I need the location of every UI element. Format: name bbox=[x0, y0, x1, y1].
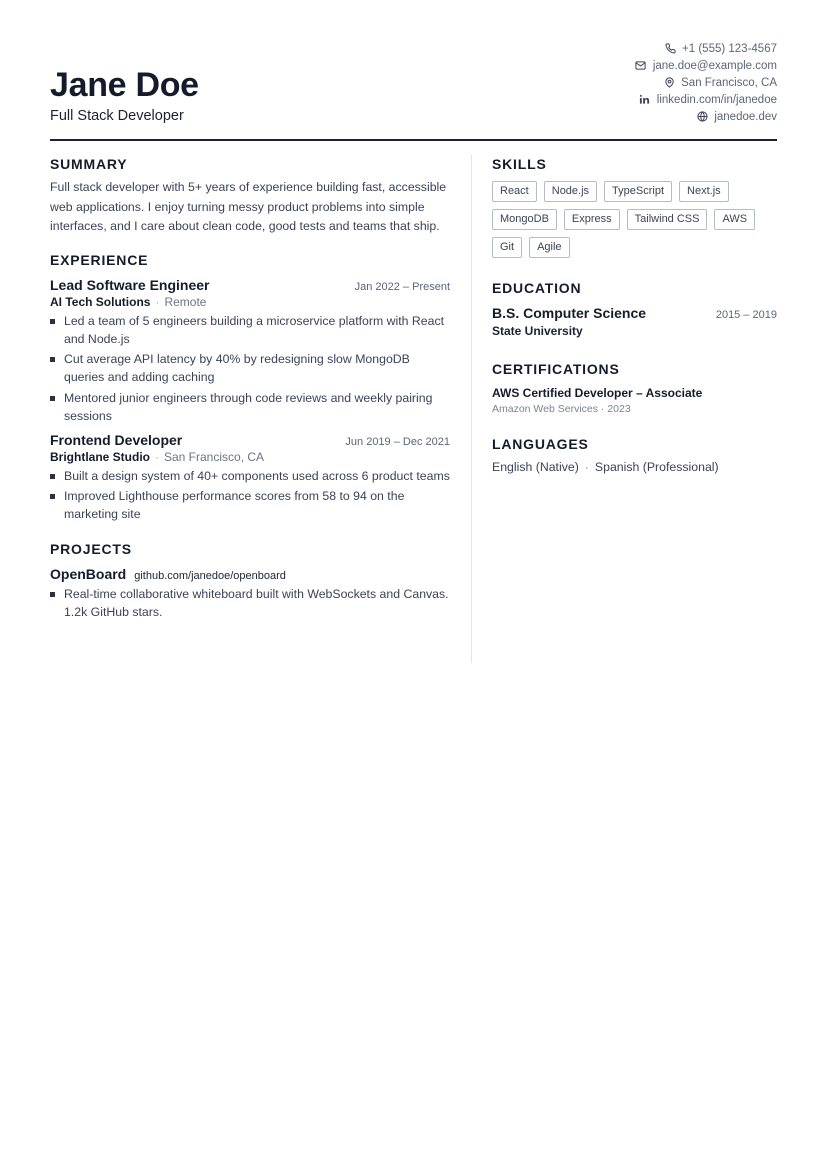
job-dates: Jun 2019 – Dec 2021 bbox=[345, 435, 450, 448]
contact-linkedin[interactable] bbox=[634, 91, 777, 108]
job-company: Brightlane Studio bbox=[50, 449, 150, 464]
phone-icon bbox=[663, 42, 677, 56]
project-name: OpenBoard bbox=[50, 566, 127, 582]
contact-list bbox=[634, 40, 777, 125]
job-company: AI Tech Solutions bbox=[50, 294, 151, 309]
column-divider bbox=[471, 155, 472, 663]
job-location: Remote bbox=[164, 294, 207, 309]
skill-tag: Express bbox=[564, 209, 620, 230]
job-bullets bbox=[50, 467, 450, 524]
job-dates: Jan 2022 – Present bbox=[354, 280, 450, 293]
project-entry bbox=[50, 566, 450, 621]
list-item: Built a design system of 40+ components used across 6 product teams bbox=[50, 467, 450, 485]
education-school: State University bbox=[492, 324, 583, 338]
job-entry bbox=[50, 277, 450, 425]
list-item: Led a team of 5 engineers building a microservice platform with React and Node.js bbox=[50, 312, 450, 348]
job-bullets bbox=[50, 312, 450, 425]
list-item: Improved Lighthouse performance scores from 58 to 94 on the marketing site bbox=[50, 487, 450, 523]
certification-name: AWS Certified Developer – Associate bbox=[492, 386, 703, 400]
job-entry bbox=[50, 432, 450, 524]
list-item: Cut average API latency by 40% by redesigning slow MongoDB queries and adding caching bbox=[50, 350, 450, 386]
skill-tag: Next.js bbox=[679, 181, 729, 202]
separator-dot: · bbox=[155, 294, 160, 309]
contact-email-text: jane.doe@example.com bbox=[652, 59, 777, 72]
language-item: Spanish (Professional) bbox=[594, 460, 719, 474]
languages-list bbox=[492, 460, 777, 474]
contact-linkedin-text: linkedin.com/in/janedoe bbox=[656, 93, 777, 106]
skill-tag: React bbox=[492, 181, 537, 202]
resume-header bbox=[50, 0, 777, 141]
separator-dot: · bbox=[584, 460, 589, 474]
summary-heading: SUMMARY bbox=[50, 156, 128, 172]
resume-body bbox=[50, 141, 777, 624]
projects-heading: PROJECTS bbox=[50, 541, 132, 557]
list-item: Real-time collaborative whiteboard built with WebSockets and Canvas. 1.2k GitHub stars. bbox=[50, 585, 450, 621]
list-item: Mentored junior engineers through code reviews and weekly pairing sessions bbox=[50, 389, 450, 425]
globe-icon bbox=[695, 110, 709, 124]
skill-tag: AWS bbox=[714, 209, 755, 230]
contact-phone-text: +1 (555) 123-4567 bbox=[682, 42, 777, 55]
skill-tag: MongoDB bbox=[492, 209, 557, 230]
skill-tag: Agile bbox=[529, 237, 569, 258]
contact-location bbox=[634, 74, 777, 91]
contact-location-text: San Francisco, CA bbox=[681, 76, 777, 89]
certification-issuer: Amazon Web Services · 2023 bbox=[492, 403, 631, 415]
skills-tags bbox=[492, 181, 772, 258]
right-column bbox=[492, 141, 777, 474]
candidate-role: Full Stack Developer bbox=[50, 108, 184, 124]
contact-website-text: janedoe.dev bbox=[714, 110, 777, 123]
skill-tag: Tailwind CSS bbox=[627, 209, 708, 230]
certifications-heading: CERTIFICATIONS bbox=[492, 361, 620, 377]
summary-text: Full stack developer with 5+ years of experience building fast, accessible web applications. I enjoy turning messy product problems into simple interfaces, and I care about clean code, good tests and teams that ship. bbox=[50, 180, 447, 233]
skill-tag: Git bbox=[492, 237, 522, 258]
job-location: San Francisco, CA bbox=[164, 449, 265, 464]
linkedin-icon bbox=[638, 93, 652, 107]
languages-heading: LANGUAGES bbox=[492, 436, 589, 452]
skill-tag: Node.js bbox=[544, 181, 597, 202]
contact-phone[interactable] bbox=[634, 40, 777, 57]
job-title: Frontend Developer bbox=[50, 431, 183, 448]
separator-dot: · bbox=[155, 449, 159, 464]
skills-heading: SKILLS bbox=[492, 156, 547, 172]
education-entry bbox=[492, 305, 777, 338]
education-dates: 2015 – 2019 bbox=[715, 309, 777, 321]
mail-icon bbox=[634, 59, 648, 73]
job-title: Lead Software Engineer bbox=[50, 276, 210, 293]
education-heading: EDUCATION bbox=[492, 280, 582, 296]
experience-heading: EXPERIENCE bbox=[50, 251, 149, 268]
education-degree: B.S. Computer Science bbox=[492, 305, 647, 321]
contact-website[interactable] bbox=[634, 108, 777, 125]
location-pin-icon bbox=[662, 76, 676, 90]
language-item: English (Native) bbox=[492, 460, 579, 474]
certification-entry bbox=[492, 386, 777, 415]
project-link[interactable]: github.com/janedoe/openboard bbox=[134, 570, 286, 582]
skill-tag: TypeScript bbox=[604, 181, 672, 202]
left-column bbox=[50, 141, 450, 624]
contact-email[interactable] bbox=[634, 57, 777, 74]
candidate-name: Jane Doe bbox=[50, 66, 199, 104]
project-bullets bbox=[50, 585, 450, 621]
